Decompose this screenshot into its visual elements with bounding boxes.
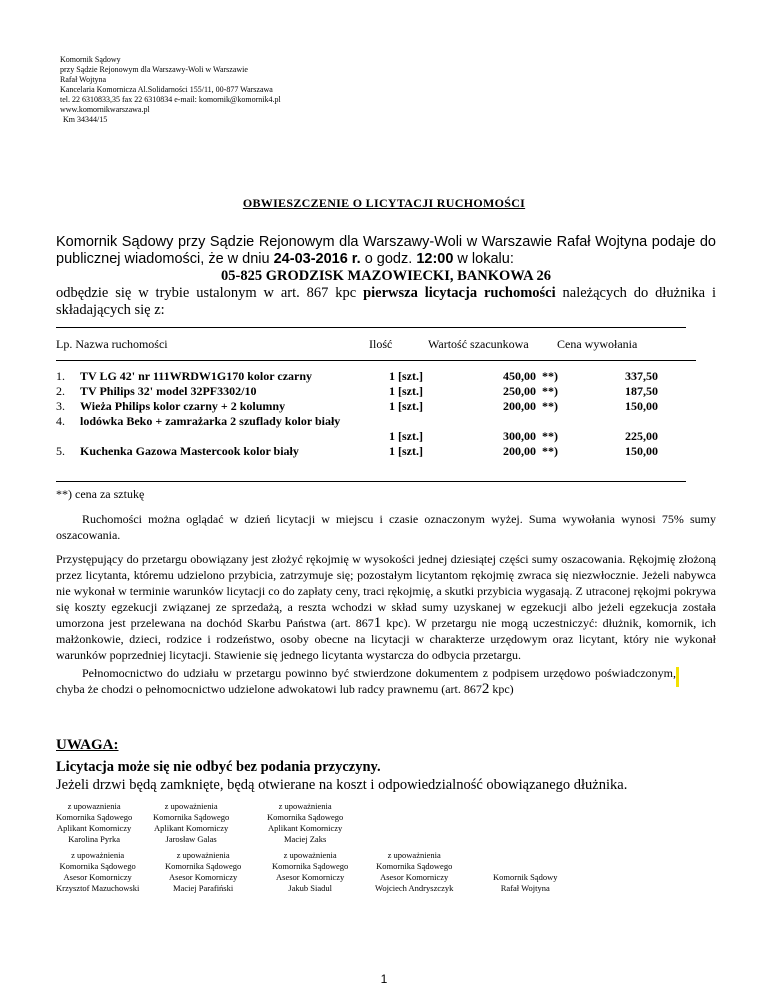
sig-line: z upoważnienia [283, 850, 337, 860]
row-name: Kuchenka Gazowa Mastercook kolor biały [80, 444, 299, 458]
intro-text: w lokalu: [453, 251, 514, 267]
row-lp: 5. [56, 444, 65, 458]
superscript: 2 [481, 681, 490, 697]
warning-line: Jeżeli drzwi będą zamknięte, będą otwierane na koszt i odpowiedzialność obowiązanego dłużnika. [56, 777, 628, 793]
sig-line: z upoważnienia [176, 850, 230, 860]
row-value: 450,00 [503, 369, 536, 383]
sig-name: Wojciech Andryszczyk [375, 883, 454, 893]
sig-line: Komornika Sądowego [272, 861, 349, 871]
paragraph-viewing [56, 511, 716, 543]
row-mark: **) [542, 369, 558, 383]
row-value: 200,00 [503, 444, 536, 458]
row-lp: 3. [56, 399, 65, 413]
document-title: OBWIESZCZENIE O LICYTACJI RUCHOMOŚCI [242, 196, 526, 210]
row-lp: 2. [56, 384, 65, 398]
items-table [56, 369, 696, 459]
auction-type: pierwsza licytacja ruchomości [363, 285, 556, 301]
warning-line: Licytacja może się nie odbyć bez podania przyczyny. [56, 759, 381, 775]
sig-name: Maciej Zaks [284, 834, 327, 844]
paragraph-text: Przystępujący do przetargu obowiązany jest złożyć rękojmię w wysokości jednej dziesiątej części sumy oszacowania. Rękojmię złożoną przez licytanta, któremu udzielono przybicia, zatrzymuje się; pozostałym licytantom rękojmię zwraca się niezwłocznie. Jeżeli nabywca nie wykonał w terminie warunków licytacji co do zapłaty ceny, traci rękojmię, a skutki przybicia wygasają. Z utraconej rękojmi pokrywa się koszty egzekucji związanej ze sprzedażą, a reszta wchodzi w skład sumy uzyskanej w egzekucji albo jeżeli egzekucja została umorzona jest przelewana na dochód Skarbu Państwa (art. 867 [56, 552, 716, 630]
row-qty: 1 [szt.] [389, 429, 423, 443]
row-value-cell [484, 384, 558, 399]
sig-name: Karolina Pyrka [68, 834, 120, 844]
row-name: lodówka Beko + zamrażarka 2 szuflady kolor biały [80, 414, 341, 428]
letterhead [60, 55, 281, 125]
superscript: 1 [373, 615, 382, 631]
row-mark: **) [542, 399, 558, 413]
sig-line: Komornika Sądowego [56, 812, 133, 822]
sig-line: Asesor Komorniczy [380, 872, 449, 882]
row-value-cell [484, 399, 558, 414]
row-name: TV LG 42' nr 111WRDW1G170 kolor czarny [80, 369, 313, 383]
row-mark: **) [542, 384, 558, 398]
signature-block [56, 850, 139, 894]
intro-text: o godz. [360, 251, 417, 267]
row-call: 187,50 [625, 384, 658, 398]
sig-name: Jakub Siadul [288, 883, 332, 893]
sig-line: Komornika Sądowego [376, 861, 453, 871]
row-value-cell [484, 444, 558, 459]
letterhead-line: przy Sądzie Rejonowym dla Warszawy-Woli w Warszawie [60, 65, 248, 74]
paragraph-deposit [56, 551, 716, 663]
sig-line: Aplikant Komorniczy [153, 823, 229, 833]
row-name: TV Philips 32' model 32PF3302/10 [80, 384, 257, 398]
sig-line: Komornik Sądowy [493, 872, 558, 882]
signature-block [267, 801, 343, 845]
intro-text: należących do dłużnika i składających się z: [56, 285, 716, 318]
signature-block [272, 850, 348, 894]
table-row [56, 399, 696, 414]
table-footnote: **) cena za sztukę [56, 487, 145, 501]
page-number: 1 [380, 972, 388, 986]
row-call: 225,00 [625, 429, 658, 443]
warning-heading: UWAGA: [56, 737, 119, 753]
row-value: 300,00 [503, 429, 536, 443]
sig-line: Komornika Sądowego [165, 861, 242, 871]
table-row [56, 444, 696, 459]
intro-paragraph [56, 234, 716, 319]
signature-block [153, 801, 229, 845]
intro-text: odbędzie się w trybie ustalonym w art. 867 kpc [56, 285, 364, 301]
row-name: Wieża Philips kolor czarny + 2 kolumny [80, 399, 286, 413]
signature-block [375, 850, 453, 894]
paragraph-text: kpc). W przetargu nie mogą uczestniczyć: dłużnik, komornik, ich małżonkowie, dzieci, rodzice i rodzeństwo, osoby obecne na licytacji w charakterze urzędowym oraz licytant, który nie wykonał warunków poprzedniej licytacji. Stawienie się jednego licytanta wystarcza do odbycia przetargu. [56, 616, 716, 662]
table-header-name: Lp. Nazwa ruchomości [56, 337, 168, 351]
sig-name: Jarosław Galas [165, 834, 217, 844]
sig-line: Komornika Sądowego [267, 812, 344, 822]
row-qty: 1 [szt.] [389, 444, 423, 458]
table-header-qty: Ilość [369, 337, 393, 351]
sig-line: z upoważnienia [71, 850, 125, 860]
row-value-cell [484, 369, 558, 384]
letterhead-line: Rafał Wojtyna [60, 75, 107, 84]
row-value-cell [484, 429, 558, 444]
sig-name: Rafał Wojtyna [500, 883, 550, 893]
sig-name: Krzysztof Mazuchowski [56, 883, 140, 893]
row-qty: 1 [szt.] [389, 369, 423, 383]
auction-time: 12:00 [416, 251, 454, 267]
letterhead-line: www.komornikwarszawa.pl [60, 105, 150, 114]
table-row [56, 414, 696, 444]
row-call: 150,00 [625, 444, 658, 458]
paragraph-proxy [56, 665, 676, 697]
table-row [56, 384, 696, 399]
row-qty: 1 [szt.] [389, 399, 423, 413]
text-cursor-highlight [676, 667, 679, 687]
table-row [56, 369, 696, 384]
row-mark: **) [542, 444, 558, 458]
letterhead-line: Komornik Sądowy [60, 55, 121, 64]
letterhead-line: tel. 22 6310833,35 fax 22 6310834 e-mail: komornik@komornik4.pl [60, 95, 281, 104]
sig-name: Maciej Parafiński [173, 883, 234, 893]
sig-line: Asesor Komorniczy [63, 872, 132, 882]
case-number: Km 34344/15 [63, 115, 108, 124]
sig-line: Komornika Sądowego [153, 812, 230, 822]
table-rule-header [56, 360, 696, 361]
intro-text: Komornik Sądowy przy Sądzie Rejonowym dla Warszawy-Woli w Warszawie Rafał Wojtyna podaje do publicznej wiadomości, że w dniu [56, 234, 716, 267]
sig-line: z upoważnienia [387, 850, 441, 860]
row-qty: 1 [szt.] [389, 384, 423, 398]
auction-date: 24-03-2016 r. [273, 251, 361, 267]
row-lp: 4. [56, 414, 65, 428]
table-rule-top [56, 327, 686, 328]
sig-line: Asesor Komorniczy [276, 872, 345, 882]
row-value: 250,00 [503, 384, 536, 398]
sig-line: Aplikant Komorniczy [56, 823, 132, 833]
paragraph-text: Pełnomocnictwo do udziału w przetargu powinno być stwierdzone dokumentem z podpisem urzędowo poświadczonym, chyba że chodzi o pełnomocnictwo udzielone adwokatowi lub radcy prawnemu (art. 867 [56, 666, 676, 696]
table-rule-bottom [56, 481, 686, 482]
row-mark: **) [542, 429, 558, 443]
row-value: 200,00 [503, 399, 536, 413]
sig-line: Aplikant Komorniczy [267, 823, 343, 833]
sig-line: Asesor Komorniczy [169, 872, 238, 882]
sig-line: z upoważnienia [278, 801, 332, 811]
sig-line: z upowaznienia [67, 801, 121, 811]
auction-address: 05-825 GRODZISK MAZOWIECKI, BANKOWA 26 [221, 268, 551, 284]
signature-block [56, 801, 132, 845]
row-call: 150,00 [625, 399, 658, 413]
row-call: 337,50 [625, 369, 658, 383]
warning-text [56, 758, 756, 794]
table-header-call: Cena wywołania [557, 337, 638, 351]
sig-line: Komornika Sądowego [59, 861, 136, 871]
letterhead-line: Kancelaria Komornicza Al.Solidarności 155/11, 00-877 Warszawa [60, 85, 273, 94]
paragraph-text: Ruchomości można oglądać w dzień licytacji w miejscu i czasie oznaczonym wyżej. Suma wywołania wynosi 75% sumy oszacowania. [56, 512, 716, 542]
signature-block [165, 850, 241, 894]
paragraph-text: kpc) [489, 682, 514, 696]
sig-line: z upoważnienia [164, 801, 218, 811]
table-header-value: Wartość szacunkowa [428, 337, 529, 351]
bailiff-signature [493, 872, 557, 894]
row-lp: 1. [56, 369, 65, 383]
